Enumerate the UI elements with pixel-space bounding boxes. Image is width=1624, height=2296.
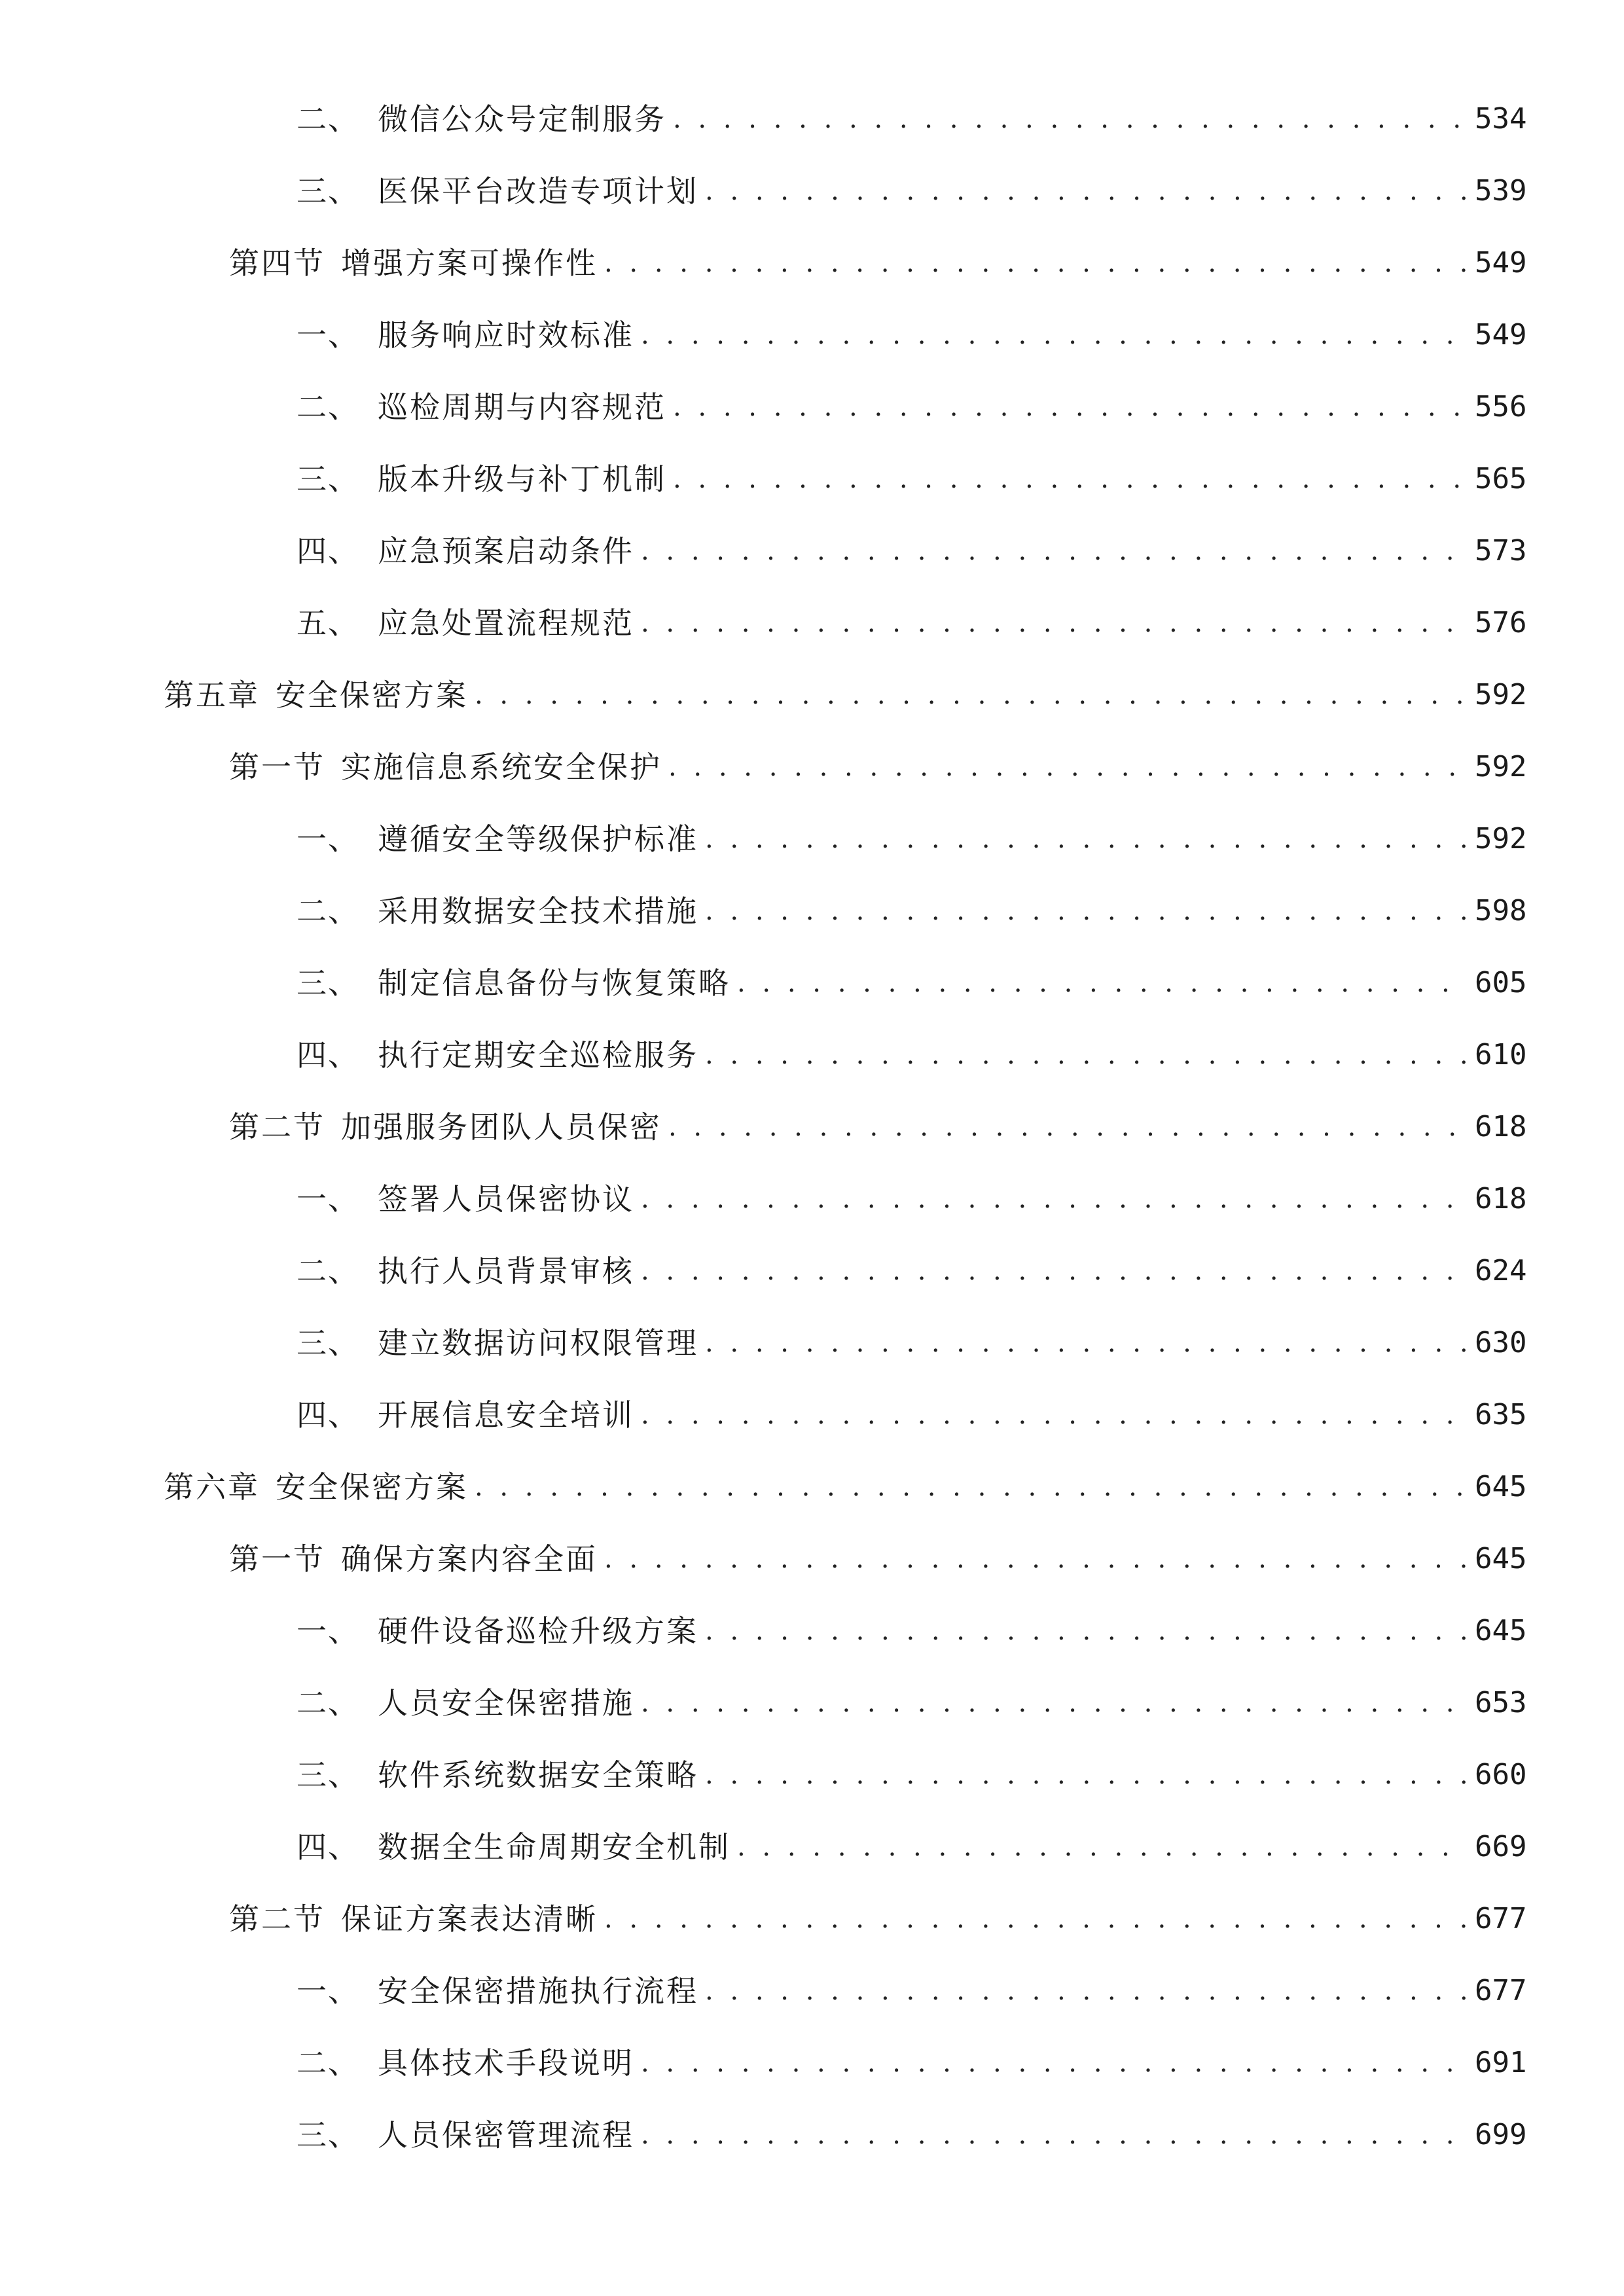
toc-entry-number: 第六章 [164,1469,260,1505]
toc-entry-title: 遵循安全等级保护标准 [378,821,698,857]
dot-leader [705,1965,1466,2017]
toc-entry[interactable] [297,1389,1526,1441]
toc-entry-title: 服务响应时效标准 [378,317,634,353]
toc-entry-title: 安全保密方案 [276,1469,468,1505]
toc-entry-number: 一、 [297,1973,359,2009]
toc-entry-number: 第二节 [229,1109,325,1145]
toc-entry-title: 执行定期安全巡检服务 [378,1037,698,1073]
toc-entry[interactable] [229,1101,1526,1153]
toc-entry-title: 实施信息系统安全保护 [341,749,662,785]
toc-entry-title: 确保方案内容全面 [341,1541,598,1577]
dot-leader [604,1893,1466,1945]
dot-leader [604,237,1466,289]
dot-leader [475,1461,1466,1513]
toc-entry-page: 549 [1475,318,1527,351]
dot-leader [705,813,1466,865]
toc-entry[interactable] [229,1533,1526,1585]
toc-entry-page: 549 [1475,246,1527,279]
toc-entry[interactable] [229,1893,1526,1945]
toc-entry[interactable] [297,1317,1526,1369]
toc-entry[interactable] [297,885,1526,937]
dot-leader [641,525,1466,577]
toc-entry[interactable] [297,597,1526,649]
toc-entry-title: 具体技术手段说明 [378,2045,634,2081]
dot-leader [705,1029,1466,1081]
toc-entry-number: 三、 [297,1325,359,1361]
toc-entry-number: 四、 [297,533,359,569]
dot-leader [673,381,1466,433]
toc-entry-number: 四、 [297,1397,359,1433]
dot-leader [641,1173,1466,1225]
toc-entry-number: 一、 [297,821,359,857]
toc-entry-page: 645 [1475,1470,1527,1503]
toc-entry[interactable] [297,1965,1526,2017]
toc-entry[interactable] [297,1173,1526,1225]
toc-entry-title: 硬件设备巡检升级方案 [378,1613,698,1649]
toc-entry-number: 三、 [297,461,359,497]
toc-entry-number: 第四节 [229,245,325,281]
toc-entry-page: 645 [1475,1614,1527,1647]
toc-entry-number: 二、 [297,1253,359,1289]
toc-entry-title: 巡检周期与内容规范 [378,389,666,425]
toc-entry-page: 645 [1475,1542,1527,1575]
toc-entry-number: 四、 [297,1829,359,1865]
toc-entry-title: 应急处置流程规范 [378,605,634,641]
toc-entry-number: 二、 [297,389,359,425]
toc-entry[interactable] [297,1677,1526,1729]
toc-entry-number: 二、 [297,1685,359,1721]
toc-entry[interactable] [164,1461,1526,1513]
toc-entry-number: 四、 [297,1037,359,1073]
dot-leader [641,1677,1466,1729]
toc-entry[interactable] [297,309,1526,361]
toc-entry-number: 第二节 [229,1901,325,1937]
dot-leader [737,1821,1466,1873]
toc-entry-title: 版本升级与补丁机制 [378,461,666,497]
toc-entry-number: 一、 [297,1613,359,1649]
toc-entry-page: 660 [1475,1758,1527,1791]
toc-entry-page: 573 [1475,534,1527,567]
toc-entry-number: 三、 [297,1757,359,1793]
toc-entry-number: 三、 [297,173,359,209]
toc-entry-title: 安全保密方案 [276,677,468,713]
dot-leader [705,885,1466,937]
dot-leader [705,1605,1466,1657]
toc-entry-number: 三、 [297,2117,359,2153]
toc-entry-number: 一、 [297,1181,359,1217]
dot-leader [641,1245,1466,1297]
toc-entry[interactable] [297,2109,1526,2161]
toc-entry-title: 建立数据访问权限管理 [378,1325,698,1361]
toc-entry-title: 软件系统数据安全策略 [378,1757,698,1793]
toc-entry-title: 微信公众号定制服务 [378,101,666,137]
dot-leader [668,741,1466,793]
toc-entry-page: 669 [1475,1830,1527,1863]
toc-entry[interactable] [297,165,1526,217]
toc-entry-page: 565 [1475,462,1527,495]
dot-leader [641,1389,1466,1441]
dot-leader [475,669,1466,721]
toc-entry-number: 二、 [297,893,359,929]
toc-entry-number: 第一节 [229,749,325,785]
toc-entry[interactable] [297,1245,1526,1297]
dot-leader [641,597,1466,649]
toc-entry[interactable] [229,237,1526,289]
toc-entry-page: 534 [1475,102,1527,135]
toc-entry-page: 598 [1475,894,1527,927]
toc-entry-page: 539 [1475,174,1527,207]
toc-entry-page: 576 [1475,606,1527,639]
dot-leader [737,957,1466,1009]
toc-entry-page: 618 [1475,1110,1527,1143]
toc-entry[interactable] [297,93,1526,145]
toc-entry-page: 605 [1475,966,1527,999]
toc-entry-number: 一、 [297,317,359,353]
toc-entry-title: 签署人员保密协议 [378,1181,634,1217]
toc-entry-number: 第一节 [229,1541,325,1577]
toc-entry-title: 数据全生命周期安全机制 [378,1829,731,1865]
toc-entry-title: 医保平台改造专项计划 [378,173,698,209]
toc-entry-number: 五、 [297,605,359,641]
toc-entry-page: 610 [1475,1038,1527,1071]
toc-entry[interactable] [297,1821,1526,1873]
toc-entry-page: 556 [1475,390,1527,423]
toc-entry-number: 二、 [297,101,359,137]
toc-entry-page: 653 [1475,1686,1527,1719]
toc-entry-page: 699 [1475,2118,1527,2151]
toc-entry[interactable] [297,525,1526,577]
toc-entry[interactable] [229,741,1526,793]
dot-leader [673,453,1466,505]
toc-entry-page: 630 [1475,1326,1527,1359]
toc-entry[interactable] [297,1749,1526,1801]
toc-entry-title: 人员安全保密措施 [378,1685,634,1721]
dot-leader [668,1101,1466,1153]
dot-leader [705,165,1466,217]
toc-entry-page: 635 [1475,1398,1527,1431]
toc-entry-title: 开展信息安全培训 [378,1397,634,1433]
toc-entry-title: 安全保密措施执行流程 [378,1973,698,2009]
toc-entry-title: 制定信息备份与恢复策略 [378,965,731,1001]
dot-leader [604,1533,1466,1585]
toc-entry[interactable] [297,957,1526,1009]
toc-entry-title: 执行人员背景审核 [378,1253,634,1289]
dot-leader [641,2037,1466,2089]
toc-entry-title: 加强服务团队人员保密 [341,1109,662,1145]
toc-entry-number: 第五章 [164,677,260,713]
toc-entry[interactable] [297,2037,1526,2089]
toc-entry-page: 677 [1475,1974,1527,2007]
toc-entry[interactable] [297,1605,1526,1657]
dot-leader [705,1317,1466,1369]
toc-entry-number: 三、 [297,965,359,1001]
toc-entry[interactable] [164,669,1526,721]
toc-entry-title: 保证方案表达清晰 [341,1901,598,1937]
toc-entry-page: 592 [1475,678,1527,711]
toc-entry[interactable] [297,381,1526,433]
toc-entry-page: 624 [1475,1254,1527,1287]
toc-entry-page: 691 [1475,2046,1527,2079]
toc-entry-page: 592 [1475,822,1527,855]
dot-leader [641,309,1466,361]
toc-entry-number: 二、 [297,2045,359,2081]
toc-entry-title: 人员保密管理流程 [378,2117,634,2153]
toc-entry[interactable] [297,813,1526,865]
dot-leader [705,1749,1466,1801]
toc-entry[interactable] [297,1029,1526,1081]
toc-entry-title: 采用数据安全技术措施 [378,893,698,929]
toc-entry-title: 应急预案启动条件 [378,533,634,569]
toc-entry-page: 592 [1475,750,1527,783]
toc-entry-title: 增强方案可操作性 [341,245,598,281]
dot-leader [673,93,1466,145]
toc-entry-page: 677 [1475,1902,1527,1935]
toc-entry[interactable] [297,453,1526,505]
dot-leader [641,2109,1466,2161]
toc-entry-page: 618 [1475,1182,1527,1215]
